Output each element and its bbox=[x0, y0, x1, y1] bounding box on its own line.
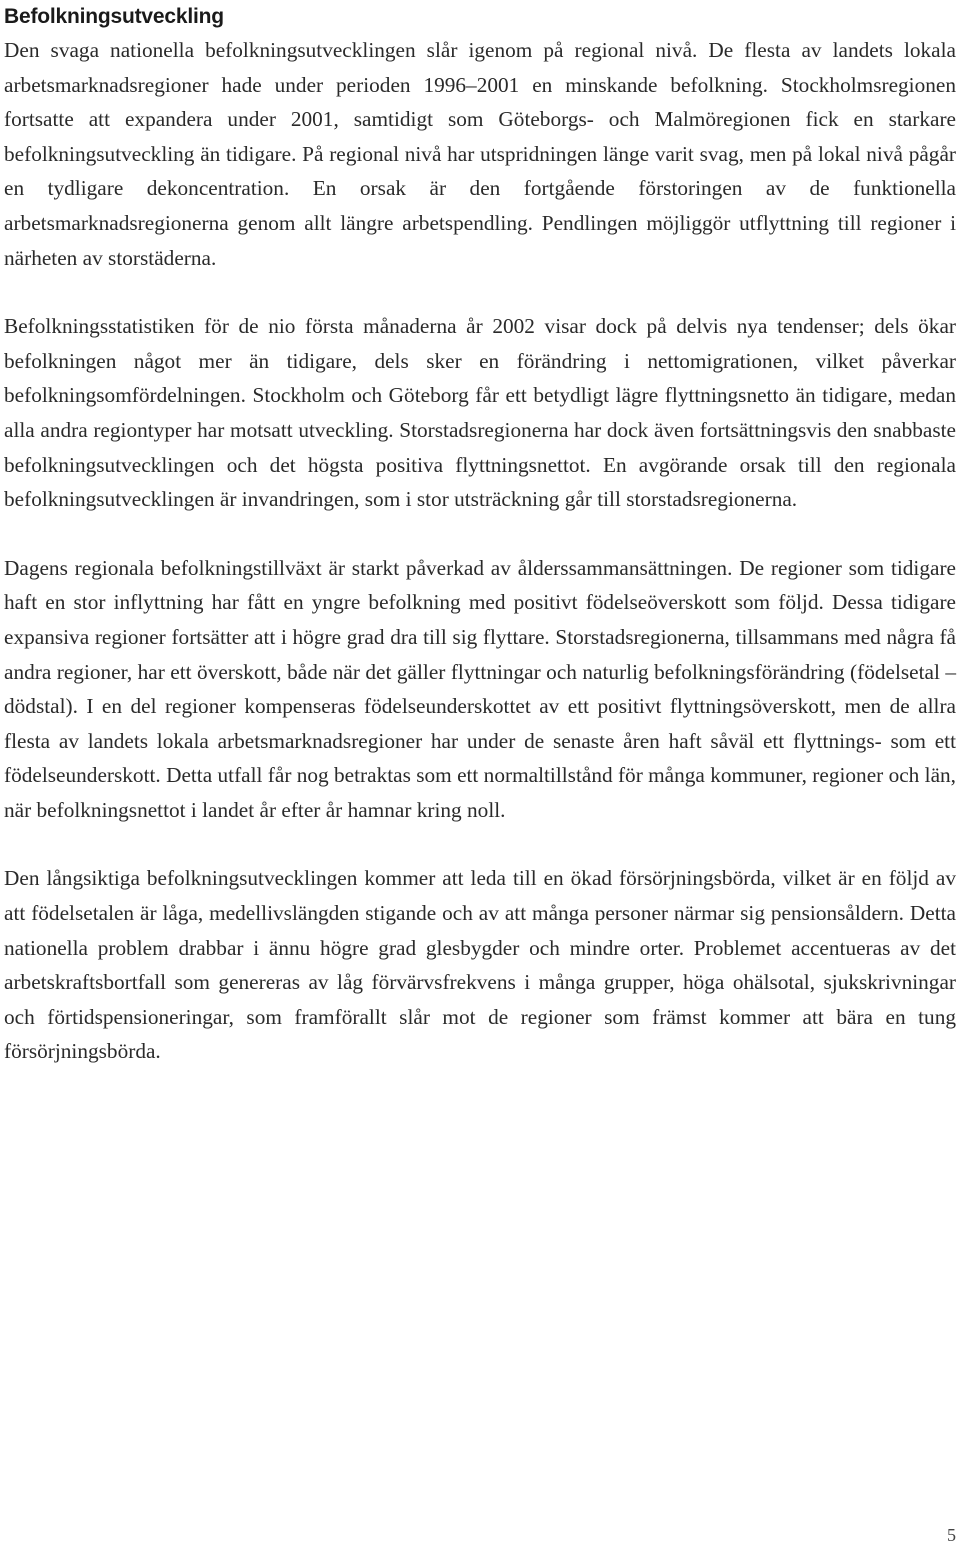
section-heading: Befolkningsutveckling bbox=[4, 5, 224, 28]
paragraph-long-term-dependency: Den långsiktiga befolkningsutvecklingen kommer att leda till en ökad försörjningsbörda, vilket är en följd av att födelsetalen är låga, medellivslängden stigande och av att många personer närmar sig pensionsåldern. Detta nationella problem drabbar i ännu högre grad glesbygder och mindre orter. Problemet accentueras av det arbetskraftsbortfall som genereras av låg förvärvsfrekvens i många grupper, höga ohälsotal, sjukskrivningar och förtidspensioneringar, som framförallt slår mot de regioner som främst kommer att bära en tung försörjningsbörda. bbox=[4, 866, 956, 1064]
page-number: 5 bbox=[947, 1525, 956, 1545]
paragraph-regional-growth-age-structure: Dagens regionala befolkningstillväxt är starkt påverkad av ålderssammansättningen. De regioner som tidigare haft en stor inflyttning har fått en yngre befolkning med positivt födelseöverskott som följd. Dessa tidigare expansiva regioner fortsätter att i högre grad dra till sig flyttare. Storstadsregionerna, tillsammans med några få andra regioner, har ett överskott, både när det gäller flyttningar och naturlig befolkningsförändring (födelsetal – dödstal). I en del regioner kompenseras födelseunderskottet av ett positivt flyttningsöverskott, men de allra flesta av landets lokala arbetsmarknadsregioner har under de senaste åren haft såväl ett flyttnings- som ett födelseunderskott. Detta utfall får nog betraktas som ett normaltillstånd för många kommuner, regioner och län, när befolkningsnettot i landet år efter år hamnar kring noll. bbox=[4, 555, 956, 822]
document-page bbox=[4, 0, 956, 1069]
paragraph-population-development: Den svaga nationella befolkningsutvecklingen slår igenom på regional nivå. De flesta av landets lokala arbetsmarknadsregioner hade under perioden 1996–2001 en minskande befolkning. Stockholmsregionen fortsatte att expandera under 2001, samtidigt som Göteborgs- och Malmöregionen fick en starkare befolkningsutveckling än tidigare. På regional nivå har utspridningen länge varit svag, men på lokal nivå pågår en tydligare dekoncentration. En orsak är den fortgående förstoringen av de funktionella arbetsmarknadsregionerna genom allt längre arbetspendling. Pendlingen möjliggör utflyttning till regioner i närheten av storstäderna. bbox=[4, 38, 956, 270]
paragraph-population-statistics-2002: Befolkningsstatistiken för de nio första månaderna år 2002 visar dock på delvis nya tendenser; dels ökar befolkningen något mer än tidigare, dels sker en förändring i nettomigrationen, vilket påverkar befolkningsomfördelningen. Stockholm och Göteborg får ett betydligt lägre flyttningsnetto än tidigare, medan alla andra regiontyper har motsatt utveckling. Storstadsregionerna har dock även fortsättningsvis den snabbaste befolkningsutvecklingen och det högsta positiva flyttningsnettot. En avgörande orsak till den regionala befolkningsutvecklingen är invandringen, som i stor utsträckning går till storstadsregionerna. bbox=[4, 314, 956, 512]
